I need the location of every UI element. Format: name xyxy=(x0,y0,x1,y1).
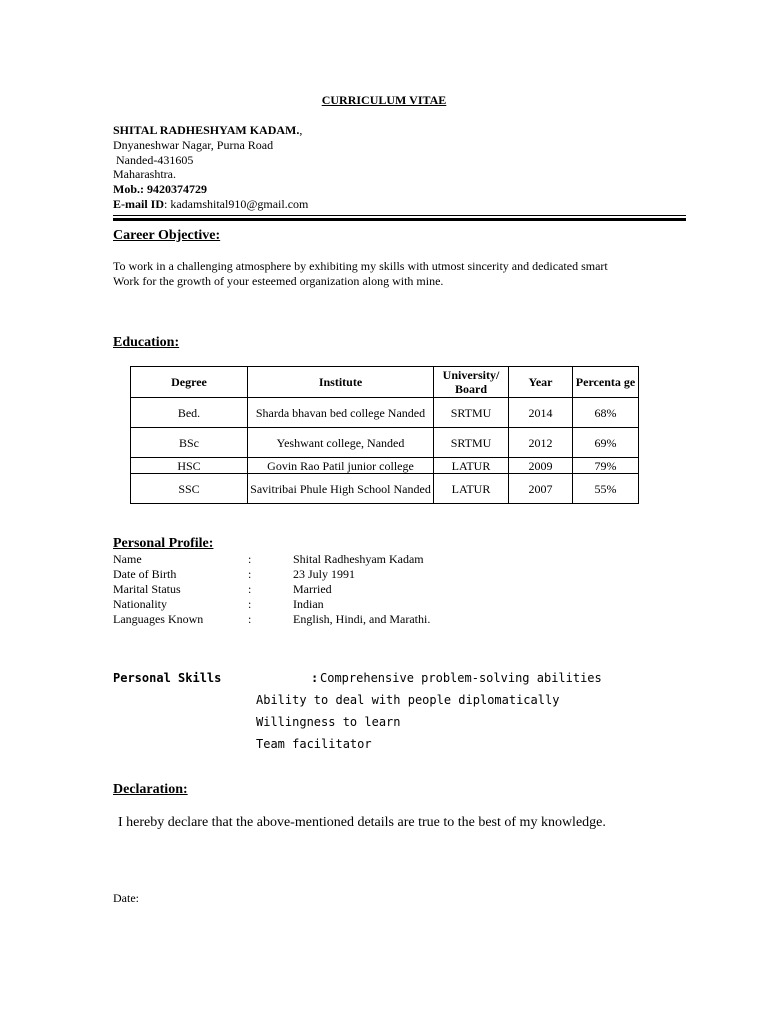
mobile: Mob.: 9420374729 xyxy=(113,182,207,196)
cell-institute: Yeshwant college, Nanded xyxy=(248,428,434,458)
header-degree: Degree xyxy=(131,367,248,398)
cell-percentage: 79% xyxy=(573,458,639,474)
skill-item: Ability to deal with people diplomatically xyxy=(256,693,560,707)
career-text-2: Work for the growth of your esteemed organization along with mine. xyxy=(113,274,444,288)
skill-item: Willingness to learn xyxy=(256,715,401,729)
declaration-heading: Declaration: xyxy=(113,782,188,797)
date-label: Date: xyxy=(113,891,139,905)
email-value: : kadamshital910@gmail.com xyxy=(164,197,309,211)
profile-value-dob: 23 July 1991 xyxy=(293,567,356,581)
education-heading: Education: xyxy=(113,335,180,350)
cell-board: LATUR xyxy=(434,458,509,474)
profile-colon: : xyxy=(248,567,252,581)
address-line-3: Maharashtra. xyxy=(113,167,176,181)
cell-percentage: 69% xyxy=(573,428,639,458)
declaration-text: I hereby declare that the above-mentioned details are true to the best of my knowledge. xyxy=(118,815,606,830)
divider-thin xyxy=(113,215,686,216)
career-heading: Career Objective: xyxy=(113,228,221,243)
profile-colon: : xyxy=(248,597,252,611)
cell-board: SRTMU xyxy=(434,398,509,428)
email-label: E-mail ID xyxy=(113,197,164,211)
profile-label: Languages Known xyxy=(113,612,204,626)
profile-value-marital: Married xyxy=(293,582,332,596)
cell-year: 2007 xyxy=(509,474,573,504)
table-row xyxy=(131,474,639,504)
address-line-2: Nanded-431605 xyxy=(113,153,194,167)
header-year: Year xyxy=(509,367,573,398)
cell-degree: BSc xyxy=(131,428,248,458)
header-university: University/ Board xyxy=(434,367,509,398)
skill-item: Comprehensive problem-solving abilities xyxy=(320,671,602,685)
cell-year: 2014 xyxy=(509,398,573,428)
table-row xyxy=(131,458,639,474)
education-table xyxy=(130,366,639,504)
profile-colon: : xyxy=(248,612,252,626)
cell-board: SRTMU xyxy=(434,428,509,458)
table-row xyxy=(131,428,639,458)
cell-institute: Sharda bhavan bed college Nanded xyxy=(248,398,434,428)
email xyxy=(113,197,308,212)
contact-name-text: SHITAL RADHESHYAM KADAM. xyxy=(113,123,300,137)
profile-label: Nationality xyxy=(113,597,167,611)
cell-degree: Bed. xyxy=(131,398,248,428)
contact-name xyxy=(113,123,302,138)
profile-value-nationality: Indian xyxy=(293,597,324,611)
cell-institute: Savitribai Phule High School Nanded xyxy=(248,474,434,504)
profile-colon: : xyxy=(248,582,252,596)
cell-institute: Govin Rao Patil junior college xyxy=(248,458,434,474)
document-title: CURRICULUM VITAE xyxy=(321,93,447,107)
contact-name-suffix: , xyxy=(299,123,303,137)
profile-colon: : xyxy=(248,552,252,566)
cell-percentage: 68% xyxy=(573,398,639,428)
address-line-1: Dnyaneshwar Nagar, Purna Road xyxy=(113,138,274,152)
profile-value-languages: English, Hindi, and Marathi. xyxy=(293,612,431,626)
header-institute: Institute xyxy=(248,367,434,398)
profile-value-name: Shital Radheshyam Kadam xyxy=(293,552,424,566)
career-text-1: To work in a challenging atmosphere by exhibiting my skills with utmost sincerity and dedicated smart xyxy=(113,259,608,273)
profile-heading: Personal Profile: xyxy=(113,536,214,551)
cell-year: 2009 xyxy=(509,458,573,474)
table-row xyxy=(131,398,639,428)
cell-year: 2012 xyxy=(509,428,573,458)
skill-item: Team facilitator xyxy=(256,737,372,751)
profile-label: Name xyxy=(113,552,142,566)
divider xyxy=(113,218,686,221)
cell-degree: SSC xyxy=(131,474,248,504)
skills-colon: : xyxy=(311,671,319,685)
skills-label: Personal Skills xyxy=(113,671,222,685)
cell-percentage: 55% xyxy=(573,474,639,504)
table-header-row xyxy=(131,367,639,398)
profile-label: Marital Status xyxy=(113,582,181,596)
header-percentage: Percenta ge xyxy=(573,367,639,398)
cell-board: LATUR xyxy=(434,474,509,504)
profile-label: Date of Birth xyxy=(113,567,177,581)
cell-degree: HSC xyxy=(131,458,248,474)
